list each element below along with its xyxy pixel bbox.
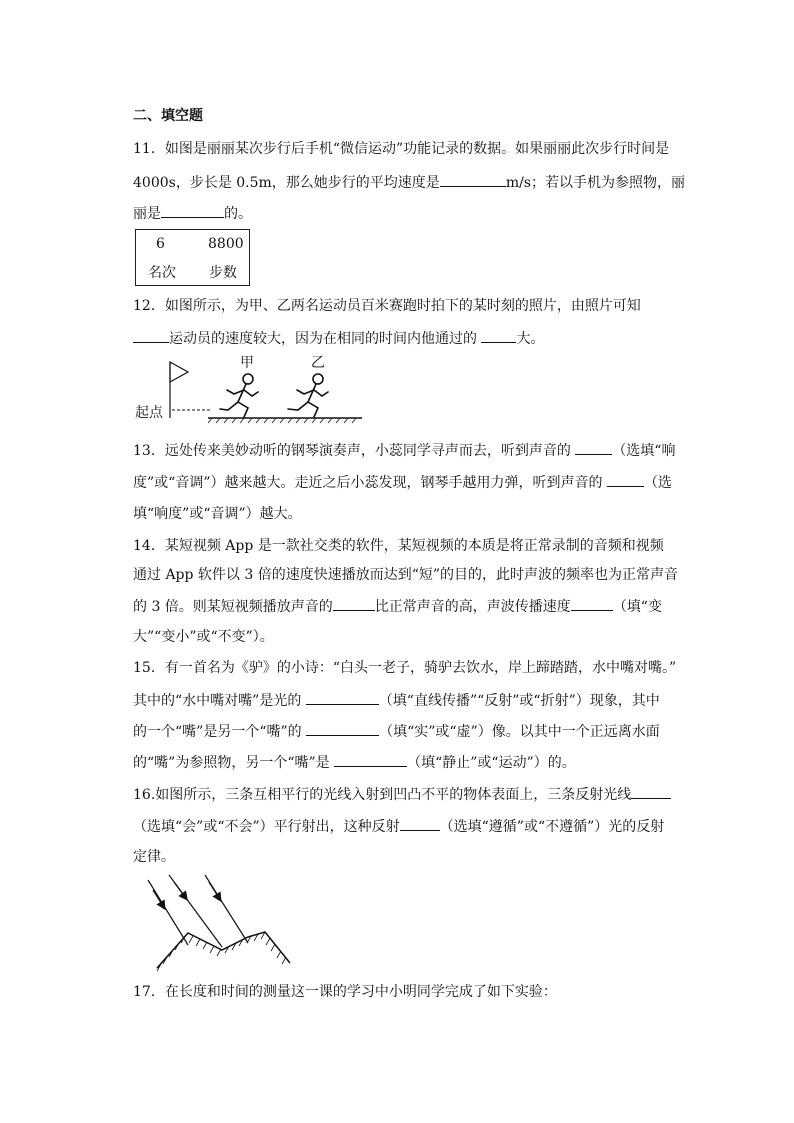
- q11-text: 4000s，步长是 0.5m，那么她步行的平均速度是: [133, 175, 440, 191]
- rank-value: 6: [156, 236, 165, 252]
- q15-text: 的一个“嘴”是另一个“嘴”的: [133, 724, 302, 740]
- race-figure: [130, 350, 370, 430]
- surface-hatching: [157, 932, 286, 971]
- q15-text: 其中的“水中嘴对嘴”是光的: [133, 693, 302, 709]
- q16-blank-1[interactable]: [631, 784, 671, 799]
- q13-line-2: [133, 472, 672, 493]
- q13-text: （选填“响: [612, 443, 676, 459]
- q14-line-2: 通过 App 软件以 3 倍的速度快速播放而达到“短”的目的，此时声波的频率也为正常声音: [133, 567, 679, 583]
- q11-line-3: [133, 203, 252, 224]
- section-title: 二、填空题: [133, 108, 203, 124]
- q12-line-1: 12．如图所示，为甲、乙两名运动员百米赛跑时拍下的某时刻的照片，由照片可知: [133, 298, 641, 314]
- steps-label: 步数: [209, 265, 237, 281]
- q12-blank-runner[interactable]: [133, 328, 169, 343]
- q12-line-2: [133, 328, 544, 349]
- q13-line-1: [133, 440, 675, 461]
- q15-line-4: [133, 752, 576, 773]
- q15-text: （填“实”或“虚”）像。以其中一个正远离水面: [379, 724, 660, 740]
- q13-text: （选: [643, 475, 672, 491]
- q15-line-1: 15．有一首名为《驴》的小诗：“白头一老子，骑驴去饮水，岸上蹄踏踏，水中嘴对嘴。”: [133, 660, 677, 676]
- q13-blank-1[interactable]: [575, 440, 612, 455]
- q16-text: （选填“会”或“不会”）平行射出，这种反射: [133, 819, 400, 835]
- runner-b-icon: [288, 374, 328, 417]
- runner-a-label: 甲: [240, 355, 254, 371]
- q14-text: 的 3 倍。则某短视频播放声音的: [133, 599, 333, 615]
- runner-b-label: 乙: [311, 355, 325, 371]
- q11-text: m/s；若以手机为参照物，丽: [505, 175, 685, 191]
- uneven-surface: [157, 932, 290, 968]
- q13-text: 13．远处传来美妙动听的钢琴演奏声，小蕊同学寻声而去，听到声音的: [133, 443, 571, 459]
- q15-text: （填“直线传播”“反射”或“折射”）现象，其中: [378, 693, 660, 709]
- q12-text: 大。: [516, 331, 545, 347]
- q11-line-1: 11．如图是丽丽某次步行后手机“微信运动”功能记录的数据。如果丽丽此次步行时间是: [133, 141, 670, 157]
- incident-ray-1: [148, 880, 188, 945]
- q14-text: （填“变: [612, 599, 662, 615]
- q16-blank-2[interactable]: [400, 816, 440, 831]
- q11-blank-state[interactable]: [161, 203, 224, 218]
- q14-line-3: [133, 596, 662, 617]
- flag-icon: [170, 362, 188, 382]
- q15-blank-3[interactable]: [334, 752, 407, 767]
- q12-text: 运动员的速度较大，因为在相同的时间内他通过的: [169, 331, 477, 347]
- q13-line-3: 填“响度”或“音调”）越大。: [133, 506, 302, 522]
- q15-blank-2[interactable]: [306, 721, 379, 736]
- q15-line-2: [133, 690, 660, 711]
- rank-label: 名次: [148, 265, 176, 281]
- q15-text: 的“嘴”为参照物，另一个“嘴”是: [133, 755, 330, 771]
- q14-blank-1[interactable]: [333, 596, 375, 611]
- q11-line-2: [133, 172, 685, 193]
- q13-text: 度”或“音调”）越来越大。走近之后小蕊发现，钢琴手越用力弹，听到声音的: [133, 475, 603, 491]
- q15-blank-1[interactable]: [306, 690, 379, 705]
- q16-line-3: 定律。: [133, 849, 175, 865]
- start-label: 起点: [135, 405, 163, 421]
- q14-line-1: 14．某短视频 App 是一款社交类的软件，某短视频的本质是将正常录制的音频和视频: [133, 538, 664, 554]
- q17-line-1: 17．在长度和时间的测量这一课的学习中小明同学完成了如下实验：: [133, 984, 557, 1000]
- q14-line-4: 大”“变小”或“不变”）。: [133, 629, 274, 645]
- q14-text: 比正常声音的高，声波传播速度: [374, 599, 571, 615]
- q11-blank-speed[interactable]: [440, 172, 506, 187]
- q12-blank-quantity[interactable]: [481, 328, 516, 343]
- q14-blank-2[interactable]: [571, 596, 613, 611]
- q16-line-1: [133, 784, 671, 805]
- wechat-steps-box: [135, 229, 250, 286]
- steps-value: 8800: [208, 236, 244, 252]
- runner-a-icon: [220, 374, 258, 417]
- q11-text: 的。: [224, 206, 252, 222]
- diffuse-reflection-figure: [145, 870, 305, 975]
- q16-text: （选填“遵循”或“不遵循”）光的反射: [439, 819, 665, 835]
- q16-line-2: [133, 816, 664, 837]
- q16-text: 16.如图所示，三条互相平行的光线入射到凹凸不平的物体表面上，三条反射光线: [133, 787, 632, 803]
- q11-text: 丽是: [133, 206, 161, 222]
- q15-line-3: [133, 721, 660, 742]
- q13-blank-2[interactable]: [607, 472, 644, 487]
- q15-text: （填“静止”或“运动”）的。: [407, 755, 576, 771]
